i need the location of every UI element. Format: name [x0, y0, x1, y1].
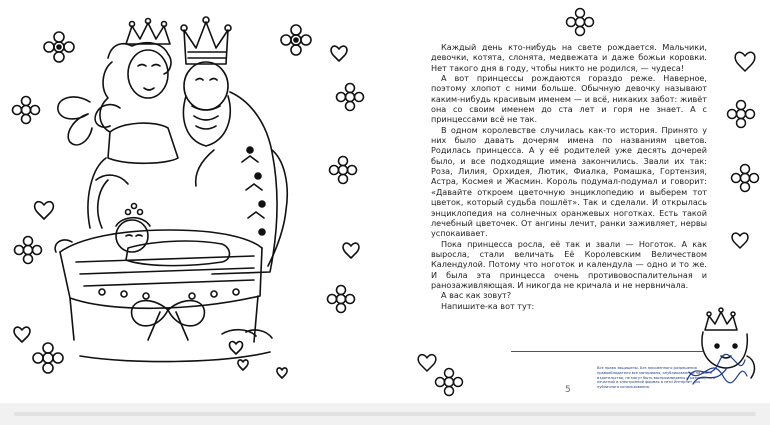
decorative-flower-icon [732, 165, 759, 192]
decorative-flower-icon [337, 84, 364, 111]
decorative-flower-icon [281, 25, 311, 55]
queen-figure [88, 19, 178, 229]
baby-figure [116, 204, 230, 266]
decorative-flower-icon [728, 101, 755, 128]
decorative-flower-icon [330, 157, 357, 184]
cradle-bow [132, 301, 205, 326]
story-text [431, 42, 707, 311]
decorative-heart-icon [14, 327, 30, 342]
decorative-heart-icon [229, 342, 242, 354]
decorative-heart-icon [418, 355, 436, 371]
page-number: 5 [565, 385, 571, 395]
copyright-note: Все права защищены. Без письменного разрешения правообладателя все материалы, опубликованные на сайте издательства, не могут быть воспроизведены и размещены в печатной и электронной формах в сети Интернет для публичного использования. [597, 366, 716, 390]
paragraph: Каждый день кто-нибудь на свете рождается. Мальчики, девочки, котята, слонята, медвежата и даже божьи коровки. Нет такого дня в году, чтобы никто не родился, — чудеса! [431, 42, 707, 73]
cradle [55, 230, 262, 342]
paragraph: Напишите-ка вот тут: [441, 300, 535, 311]
decorative-heart-icon [238, 360, 248, 370]
paragraph: А вас как зовут? [441, 290, 511, 301]
decorative-flower-icon [44, 32, 74, 62]
decorative-flower-icon [436, 369, 463, 396]
decorative-heart-icon [343, 243, 359, 258]
decorative-heart-icon [732, 233, 748, 248]
ink-scribble [683, 350, 749, 390]
decorative-flower-icon [567, 9, 594, 36]
decorative-flower-icon [328, 286, 355, 313]
paragraph: А вот принцессы рождаются гораздо реже. Наверное, поэтому хлопот с ними больше. Обычную девочку называют каким-нибудь красивым именем — и всё, никаких забот: живёт она со своим именем до ста лет и горя не знает. А с принцессами всё не так. [431, 73, 707, 125]
decorative-heart-icon [35, 202, 54, 219]
bottom-strip [0, 403, 770, 425]
name-answer-line[interactable] [511, 351, 703, 352]
decorative-flower-icon [13, 97, 40, 124]
decorative-heart-icon [331, 46, 347, 61]
decorative-heart-icon [735, 52, 755, 71]
paragraph: Пока принцесса росла, её так и звали — Ноготок. А как выросла, стали величать Её Королевским Величеством Календулой. Потому что ноготок и календула — одно и то же. И была эта принцесса очень противовоспалительная и ранозаживляющая. И никогда не кричала и не нервничала. [431, 238, 707, 290]
decorative-flower-icon [33, 343, 63, 373]
decorative-flower-icon [15, 237, 42, 264]
text-page [385, 0, 770, 425]
decorative-heart-icon [277, 368, 287, 378]
paragraph: В одном королевстве случилась как-то история. Принято у них было давать дочерям имена по названиям цветов. Родилась принцесса. А у её родителей уже десять дочерей было, и все подходящие имена закончились. Звали их так: Роза, Лилия, Орхидея, Лютик, Фиалка, Ромашка, Гортензия, Астра, Космея и Жасмин. Король подумал-подумал и говорит: «Давайте откроем цветочную энциклопедию и выберем тот цветок, который судьба пошлёт». Так и сделали. И открылась энциклопедия на солнечных оранжевых ноготках. Есть такой лечебный цветочек. От ангины лечит, ранки заживляет, нервы успокаивает. [431, 124, 707, 239]
